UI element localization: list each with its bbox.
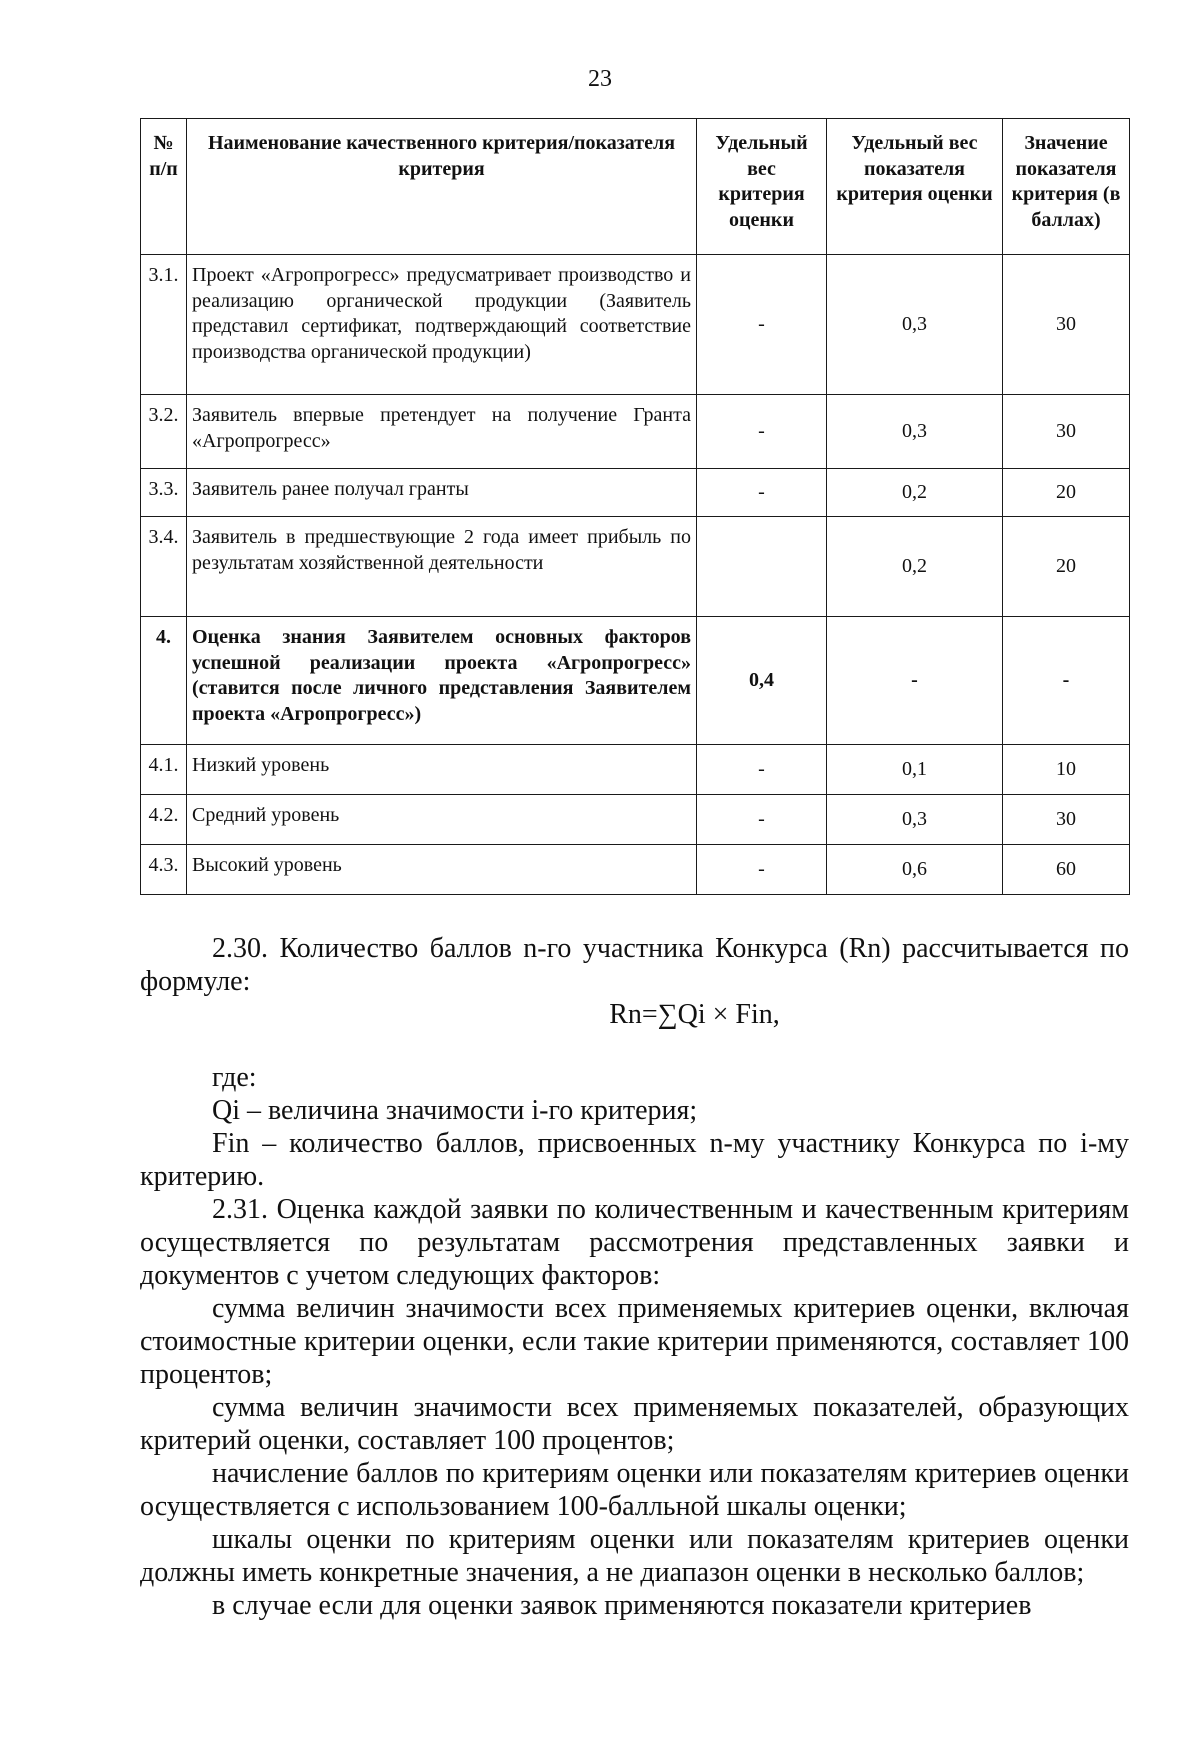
row-name: Высокий уровень <box>187 845 697 895</box>
row-indicator-score: 10 <box>1003 745 1130 795</box>
factor-1: сумма величин значимости всех применяемых критериев оценки, включая стоимостные критерии оценки, если такие критерии применяются, составляет 100 процентов; <box>140 1293 1129 1390</box>
row-name: Проект «Агропрогресс» предусматривает производство и реализацию органической продукции (Заявитель представил сертификат, подтверждающий соответствие производства органической продукции) <box>187 255 697 395</box>
table-header-row <box>141 119 1130 255</box>
factor-3: начисление баллов по критериям оценки или показателям критериев оценки осуществляется с использованием 100-балльной шкалы оценки; <box>140 1458 1129 1522</box>
row-name: Заявитель ранее получал гранты <box>187 469 697 517</box>
table-row <box>141 517 1130 617</box>
row-indicator-score: 30 <box>1003 395 1130 469</box>
row-name: Заявитель в предшествующие 2 года имеет прибыль по результатам хозяйственной деятельности <box>187 517 697 617</box>
row-criterion-weight: - <box>697 795 827 845</box>
row-indicator-score: 20 <box>1003 469 1130 517</box>
factor-2: сумма величин значимости всех применяемых показателей, образующих критерий оценки, составляет 100 процентов; <box>140 1392 1129 1456</box>
row-criterion-weight: - <box>697 395 827 469</box>
row-name: Оценка знания Заявителем основных факторов успешной реализации проекта «Агропрогресс» (ставится после личного представления Заявителем проекта «Агропрогресс») <box>187 617 697 745</box>
row-indicator-score: 20 <box>1003 517 1130 617</box>
row-name: Заявитель впервые претендует на получение Гранта «Агропрогресс» <box>187 395 697 469</box>
row-num: 4. <box>141 617 187 745</box>
formula: Rn=∑Qi × Fin, <box>609 999 780 1030</box>
table-row <box>141 255 1130 395</box>
row-indicator-weight: - <box>827 617 1003 745</box>
row-name: Средний уровень <box>187 795 697 845</box>
factor-5: в случае если для оценки заявок применяются показатели критериев <box>212 1590 1032 1621</box>
row-indicator-score: - <box>1003 617 1130 745</box>
row-indicator-weight: 0,3 <box>827 395 1003 469</box>
row-indicator-score: 30 <box>1003 795 1130 845</box>
row-indicator-score: 30 <box>1003 255 1130 395</box>
row-indicator-weight: 0,3 <box>827 795 1003 845</box>
criteria-table <box>140 118 1130 895</box>
header-num: № п/п <box>141 119 187 255</box>
table-row <box>141 845 1130 895</box>
row-criterion-weight <box>697 517 827 617</box>
table-row <box>141 617 1130 745</box>
table-row <box>141 469 1130 517</box>
where-label: где: <box>212 1062 257 1093</box>
qi-definition: Qi – величина значимости i-го критерия; <box>212 1095 698 1126</box>
row-indicator-weight: 0,6 <box>827 845 1003 895</box>
row-num: 4.1. <box>141 745 187 795</box>
row-num: 4.2. <box>141 795 187 845</box>
row-criterion-weight: - <box>697 745 827 795</box>
row-indicator-weight: 0,3 <box>827 255 1003 395</box>
header-indicator-score: Значение показателя критерия (в баллах) <box>1003 119 1130 255</box>
paragraph-2-31: 2.31. Оценка каждой заявки по количественным и качественным критериям осуществляется по результатам рассмотрения представленных заявки и документов с учетом следующих факторов: <box>140 1194 1129 1291</box>
row-num: 3.2. <box>141 395 187 469</box>
table-row <box>141 795 1130 845</box>
row-criterion-weight: - <box>697 845 827 895</box>
row-criterion-weight: - <box>697 255 827 395</box>
fin-definition: Fin – количество баллов, присвоенных n-му участнику Конкурса по i-му критерию. <box>140 1128 1129 1192</box>
row-criterion-weight: - <box>697 469 827 517</box>
row-indicator-weight: 0,2 <box>827 469 1003 517</box>
page-number: 23 <box>588 66 612 92</box>
body-text <box>140 932 1129 1622</box>
paragraph-2-30: 2.30. Количество баллов n-го участника Конкурса (Rn) рассчитывается по формуле: <box>140 933 1129 997</box>
header-criterion-weight: Удельный вес критерия оценки <box>697 119 827 255</box>
table-row <box>141 395 1130 469</box>
row-num: 3.4. <box>141 517 187 617</box>
row-indicator-weight: 0,1 <box>827 745 1003 795</box>
row-num: 3.1. <box>141 255 187 395</box>
header-indicator-weight: Удельный вес показателя критерия оценки <box>827 119 1003 255</box>
row-criterion-weight: 0,4 <box>697 617 827 745</box>
row-indicator-weight: 0,2 <box>827 517 1003 617</box>
row-indicator-score: 60 <box>1003 845 1130 895</box>
row-name: Низкий уровень <box>187 745 697 795</box>
row-num: 4.3. <box>141 845 187 895</box>
factor-4: шкалы оценки по критериям оценки или показателям критериев оценки должны иметь конкретные значения, а не диапазон оценки в несколько баллов; <box>140 1524 1129 1588</box>
header-name: Наименование качественного критерия/показателя критерия <box>187 119 697 255</box>
table-row <box>141 745 1130 795</box>
row-num: 3.3. <box>141 469 187 517</box>
